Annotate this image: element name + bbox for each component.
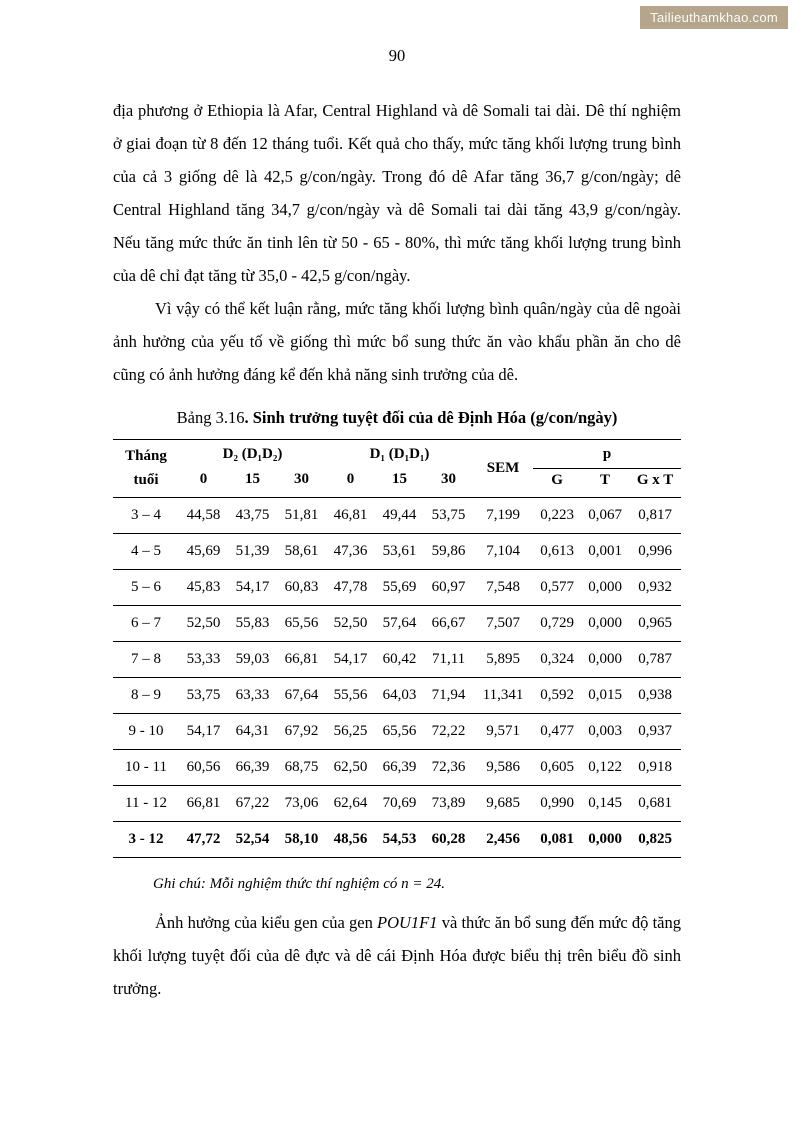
paragraph-3-text-after: và thức ăn bổ sung đến mức độ tăng khối lượng tuyệt đối của dê đực và dê cái Định Hóa được biểu thị trên biểu đồ sinh trưởng.: [113, 912, 681, 998]
table-cell: 73,06: [277, 785, 326, 821]
table-row: [113, 605, 681, 641]
table-cell: 72,36: [424, 749, 473, 785]
table-cell: 0,122: [581, 749, 629, 785]
table-row: [113, 533, 681, 569]
table-cell: 63,33: [228, 677, 277, 713]
table-cell: 66,81: [179, 785, 228, 821]
subheader-t: T: [581, 469, 629, 498]
table-cell: 9,685: [473, 785, 533, 821]
table-row: [113, 785, 681, 821]
table-cell: 0,825: [629, 821, 681, 857]
row-label-cell: 9 - 10: [113, 713, 179, 749]
header-sem: SEM: [473, 440, 533, 498]
table-cell: 65,56: [277, 605, 326, 641]
table-cell: 0,000: [581, 641, 629, 677]
table-cell: 9,571: [473, 713, 533, 749]
paragraph-2: Vì vậy có thể kết luận rằng, mức tăng khối lượng bình quân/ngày của dê ngoài ảnh hưởng của yếu tố về giống thì mức bổ sung thức ăn vào khẩu phần ăn cho dê cũng có ảnh hưởng đáng kể đến khả năng sinh trưởng của dê.: [113, 299, 681, 384]
table-cell: 60,97: [424, 569, 473, 605]
table-cell: 48,56: [326, 821, 375, 857]
table-title-number: Bảng 3.16: [176, 408, 245, 427]
header-thang-line1: Tháng: [125, 448, 167, 465]
subheader-d2-30: 30: [277, 469, 326, 498]
subheader-g: G: [533, 469, 581, 498]
subheader-d2-0: 0: [179, 469, 228, 498]
table-cell: 58,10: [277, 821, 326, 857]
table-cell: 64,31: [228, 713, 277, 749]
table-cell: 62,64: [326, 785, 375, 821]
table-cell: 67,64: [277, 677, 326, 713]
table-cell: 49,44: [375, 497, 424, 533]
table-cell: 53,75: [424, 497, 473, 533]
table-cell: 0,605: [533, 749, 581, 785]
header-group-p: p: [533, 440, 681, 469]
table-row: [113, 749, 681, 785]
table-cell: 2,456: [473, 821, 533, 857]
table-cell: 0,324: [533, 641, 581, 677]
subheader-d1-30: 30: [424, 469, 473, 498]
row-label-cell: 6 – 7: [113, 605, 179, 641]
table-cell: 56,25: [326, 713, 375, 749]
table-row: [113, 677, 681, 713]
table-cell: 0,681: [629, 785, 681, 821]
header-thang-line2: tuổi: [133, 471, 159, 488]
table-cell: 7,199: [473, 497, 533, 533]
table-cell: 66,39: [375, 749, 424, 785]
table-header-row-sub: [113, 469, 681, 498]
table-cell: 11,341: [473, 677, 533, 713]
table-cell: 7,507: [473, 605, 533, 641]
table-cell: 0,003: [581, 713, 629, 749]
table-cell: 0,787: [629, 641, 681, 677]
table-cell: 64,03: [375, 677, 424, 713]
table-cell: 66,39: [228, 749, 277, 785]
subheader-d1-15: 15: [375, 469, 424, 498]
table-cell: 73,89: [424, 785, 473, 821]
table-title: [113, 405, 681, 431]
table-cell: 51,39: [228, 533, 277, 569]
row-label-cell: 11 - 12: [113, 785, 179, 821]
table-cell: 0,592: [533, 677, 581, 713]
table-cell: 54,53: [375, 821, 424, 857]
table-cell: 0,001: [581, 533, 629, 569]
header-group-d1: D₁ (D₁D₁): [369, 446, 430, 463]
table-cell: 47,78: [326, 569, 375, 605]
table-cell: 53,33: [179, 641, 228, 677]
table-cell: 54,17: [179, 713, 228, 749]
table-row: [113, 497, 681, 533]
table-cell: 70,69: [375, 785, 424, 821]
table-cell: 67,92: [277, 713, 326, 749]
row-label-cell: 7 – 8: [113, 641, 179, 677]
table-cell: 52,54: [228, 821, 277, 857]
table-cell: 44,58: [179, 497, 228, 533]
table-cell: 0,081: [533, 821, 581, 857]
table-cell: 54,17: [228, 569, 277, 605]
table-cell: 0,000: [581, 605, 629, 641]
table-cell: 52,50: [326, 605, 375, 641]
header-group-d2: D₂ (D₁D₂): [222, 446, 283, 463]
table-cell: 0,577: [533, 569, 581, 605]
table-cell: 0,965: [629, 605, 681, 641]
table-cell: 9,586: [473, 749, 533, 785]
paragraph-3-text: Ảnh hưởng của kiểu gen của gen: [155, 912, 378, 932]
table-cell: 60,83: [277, 569, 326, 605]
table-cell: 0,938: [629, 677, 681, 713]
table-cell: 59,03: [228, 641, 277, 677]
table-cell: 65,56: [375, 713, 424, 749]
table-cell: 45,69: [179, 533, 228, 569]
row-label-cell: 5 – 6: [113, 569, 179, 605]
table-cell: 0,223: [533, 497, 581, 533]
table-cell: 66,81: [277, 641, 326, 677]
table-cell: 0,145: [581, 785, 629, 821]
table-cell: 7,104: [473, 533, 533, 569]
table-cell: 57,64: [375, 605, 424, 641]
table-cell: 55,56: [326, 677, 375, 713]
table-row: [113, 821, 681, 857]
table-cell: 0,918: [629, 749, 681, 785]
table-cell: 0,015: [581, 677, 629, 713]
table-cell: 0,613: [533, 533, 581, 569]
gene-name-italic: POU1F1: [377, 912, 438, 932]
table-cell: 47,72: [179, 821, 228, 857]
table-cell: 60,28: [424, 821, 473, 857]
paragraph-3: [113, 906, 681, 1005]
table-cell: 55,83: [228, 605, 277, 641]
row-label-cell: 3 – 4: [113, 497, 179, 533]
table-cell: 0,729: [533, 605, 581, 641]
table-cell: 47,36: [326, 533, 375, 569]
row-label-cell: 3 - 12: [113, 821, 179, 857]
table-cell: 62,50: [326, 749, 375, 785]
watermark: Tailieuthamkhao.com: [640, 6, 788, 29]
table-cell: 72,22: [424, 713, 473, 749]
table-header-row-groups: [113, 440, 681, 469]
subheader-d1-0: 0: [326, 469, 375, 498]
table-cell: 0,817: [629, 497, 681, 533]
table-cell: 43,75: [228, 497, 277, 533]
row-label-cell: 8 – 9: [113, 677, 179, 713]
table-cell: 60,56: [179, 749, 228, 785]
table-cell: 58,61: [277, 533, 326, 569]
row-label-cell: 4 – 5: [113, 533, 179, 569]
table-cell: 68,75: [277, 749, 326, 785]
subheader-gxt: G x T: [629, 469, 681, 498]
table-cell: 66,67: [424, 605, 473, 641]
table-cell: 67,22: [228, 785, 277, 821]
table-cell: 46,81: [326, 497, 375, 533]
table-cell: 0,000: [581, 569, 629, 605]
table-cell: 0,937: [629, 713, 681, 749]
table-cell: 0,932: [629, 569, 681, 605]
table-cell: 52,50: [179, 605, 228, 641]
table-cell: 55,69: [375, 569, 424, 605]
table-cell: 53,61: [375, 533, 424, 569]
table-cell: 60,42: [375, 641, 424, 677]
table-row: [113, 641, 681, 677]
table-cell: 0,067: [581, 497, 629, 533]
subheader-d2-15: 15: [228, 469, 277, 498]
row-label-cell: 10 - 11: [113, 749, 179, 785]
table-cell: 51,81: [277, 497, 326, 533]
table-cell: 0,477: [533, 713, 581, 749]
header-thang-tuoi: [113, 440, 179, 498]
table-note: Ghi chú: Mỗi nghiệm thức thí nghiệm có n = 24.: [153, 875, 446, 892]
table-cell: 5,895: [473, 641, 533, 677]
data-table: [113, 439, 681, 858]
paragraph-1: địa phương ở Ethiopia là Afar, Central Highland và dê Somali tai dài. Dê thí nghiệm ở giai đoạn từ 8 đến 12 tháng tuổi. Kết quả cho thấy, mức tăng khối lượng trung bình của cả 3 giống dê là 42,5 g/con/ngày. Trong đó dê Afar tăng 36,7 g/con/ngày; dê Central Highland tăng 34,7 g/con/ngày và dê Somali tai dài tăng 43,9 g/con/ngày. Nếu tăng mức thức ăn tinh lên từ 50 - 65 - 80%, thì mức tăng khối lượng trung bình của dê chỉ đạt tăng từ 35,0 - 42,5 g/con/ngày.: [113, 101, 681, 285]
table-title-text: . Sinh trưởng tuyệt đối của dê Định Hóa (g/con/ngày): [244, 408, 618, 427]
table-row: [113, 713, 681, 749]
page-number: 90: [388, 46, 406, 65]
table-cell: 0,996: [629, 533, 681, 569]
table-cell: 0,000: [581, 821, 629, 857]
table-cell: 45,83: [179, 569, 228, 605]
table-cell: 54,17: [326, 641, 375, 677]
table-row: [113, 569, 681, 605]
table-cell: 53,75: [179, 677, 228, 713]
table-cell: 0,990: [533, 785, 581, 821]
table-cell: 7,548: [473, 569, 533, 605]
table-cell: 71,94: [424, 677, 473, 713]
table-cell: 59,86: [424, 533, 473, 569]
table-cell: 71,11: [424, 641, 473, 677]
